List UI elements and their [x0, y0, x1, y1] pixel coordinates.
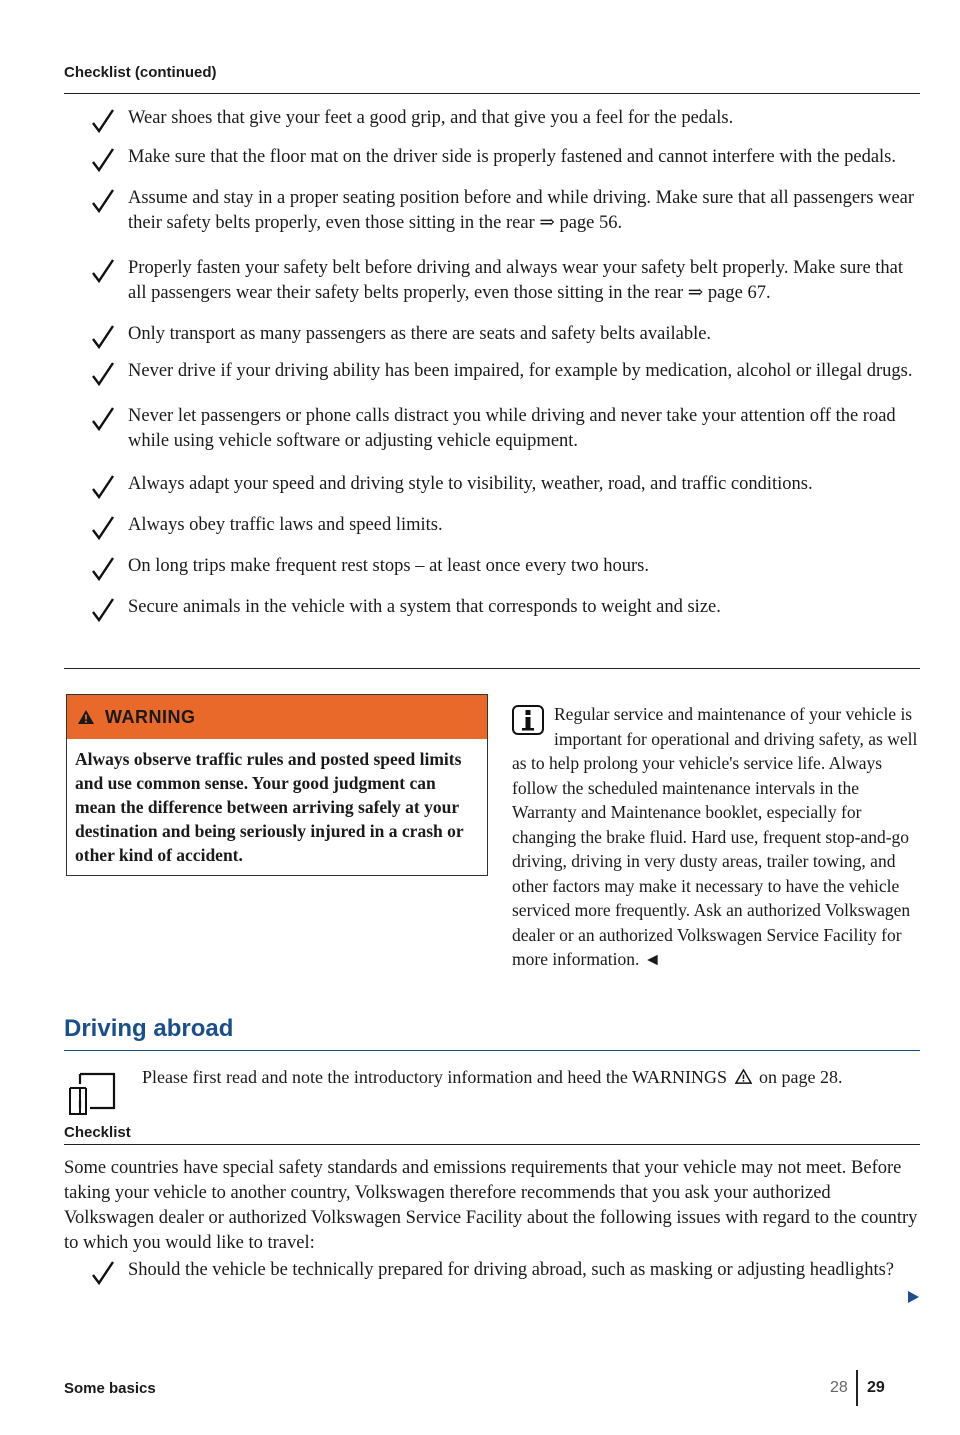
intro-paragraph: Some countries have special safety standards and emissions requirements that your vehicle may not meet. Before taking your vehicle to another country, Volkswagen therefore recommends that you ask your authorized Volkswagen dealer or authorized Volkswagen Service Facility about the following issues with regard to the country to which you would like to travel:	[64, 1158, 918, 1253]
checklist-item: Wear shoes that give your feet a good grip, and that give you a feel for the pedals.	[64, 106, 920, 131]
section-title: Driving abroad	[64, 1015, 234, 1042]
checklist-item: Make sure that the floor mat on the driver side is properly fastened and cannot interfere with the pedals.	[64, 145, 920, 170]
header-continued-text: (continued)	[134, 64, 217, 81]
warning-text: Always observe traffic rules and posted speed limits and use common sense. Your good judgment can mean the difference between arriving safely at your destination and being seriously injured in a crash or other kind of accident.	[75, 749, 464, 865]
warning-header	[67, 695, 487, 739]
checkmark-icon	[90, 361, 116, 387]
checklist-item: On long trips make frequent rest stops – at least once every two hours.	[64, 554, 920, 579]
checklist-top	[64, 106, 920, 620]
checkmark-icon	[90, 188, 116, 214]
page-header-title	[64, 64, 217, 81]
continue-arrow-icon	[906, 1290, 920, 1304]
footer-chapter: Some basics	[64, 1380, 156, 1397]
warning-box	[66, 694, 488, 876]
reference-text: Please first read and note the introductory information and heed the WARNINGS	[142, 1067, 728, 1087]
page-number-left: 28	[830, 1379, 848, 1396]
warning-heading: WARNING	[105, 706, 196, 727]
checklist-item: Properly fasten your safety belt before driving and always wear your safety belt properly. Make sure that all passengers wear their safety belts properly, even those sitting in the rear ⇒ page 67.	[64, 256, 920, 306]
checklist-item: Only transport as many passengers as there are seats and safety belts available.	[64, 322, 920, 347]
checkmark-icon	[90, 147, 116, 173]
checkmark-icon	[90, 324, 116, 350]
page-separator	[856, 1370, 858, 1406]
checklist-item: Should the vehicle be technically prepared for driving abroad, such as masking or adjusting headlights?	[64, 1258, 894, 1283]
header-rule	[64, 93, 920, 94]
checkmark-icon	[90, 108, 116, 134]
header-title-text: Checklist	[64, 64, 131, 81]
page-number-right: 29	[867, 1379, 885, 1396]
info-note	[512, 702, 918, 972]
end-mark-icon: ◄	[643, 949, 662, 969]
subsection-rule	[64, 1144, 920, 1145]
checklist-end-rule	[64, 668, 920, 669]
book-reference-icon	[64, 1070, 124, 1120]
info-icon	[512, 705, 544, 735]
checkmark-icon	[90, 556, 116, 582]
checklist-item: Assume and stay in a proper seating position before and while driving. Make sure that all passengers wear their safety belts properly, even those sitting in the rear ⇒ page 56.	[64, 186, 920, 236]
checklist-item: Always adapt your speed and driving style to visibility, weather, road, and traffic conditions.	[64, 472, 920, 497]
checklist-item: Always obey traffic laws and speed limits.	[64, 513, 920, 538]
info-note-text: Regular service and maintenance of your vehicle is important for operational and driving safety, as well as to help prolong your vehicle's service life. Always follow the scheduled maintenance intervals in the Warranty and Maintenance booklet, especially for changing the brake fluid. Hard use, frequent stop-and-go driving, driving in very dusty areas, trailer towing, and other factors may make it necessary to have the vehicle serviced more frequently. Ask an authorized Volkswagen dealer or an authorized Volkswagen Service Facility for more information.	[512, 704, 918, 969]
checklist-item: Secure animals in the vehicle with a system that corresponds to weight and size.	[64, 595, 920, 620]
checklist-item: Never let passengers or phone calls distract you while driving and never take your attention off the road while using vehicle software or adjusting vehicle equipment.	[64, 404, 920, 454]
checkmark-icon	[90, 597, 116, 623]
reference-line	[142, 1067, 843, 1088]
reference-page-link[interactable]: on page 28.	[759, 1067, 843, 1087]
warning-triangle-icon	[77, 709, 95, 725]
checkmark-icon	[90, 406, 116, 432]
checkmark-icon	[90, 1260, 116, 1286]
checkmark-icon	[90, 474, 116, 500]
checklist-item: Never drive if your driving ability has been impaired, for example by medication, alcohol or illegal drugs.	[64, 359, 920, 384]
checkmark-icon	[90, 258, 116, 284]
subsection-title: Checklist	[64, 1124, 131, 1141]
warning-triangle-icon	[735, 1069, 752, 1084]
checklist-bottom	[64, 1258, 894, 1283]
section-title-rule	[64, 1050, 920, 1051]
checkmark-icon	[90, 515, 116, 541]
